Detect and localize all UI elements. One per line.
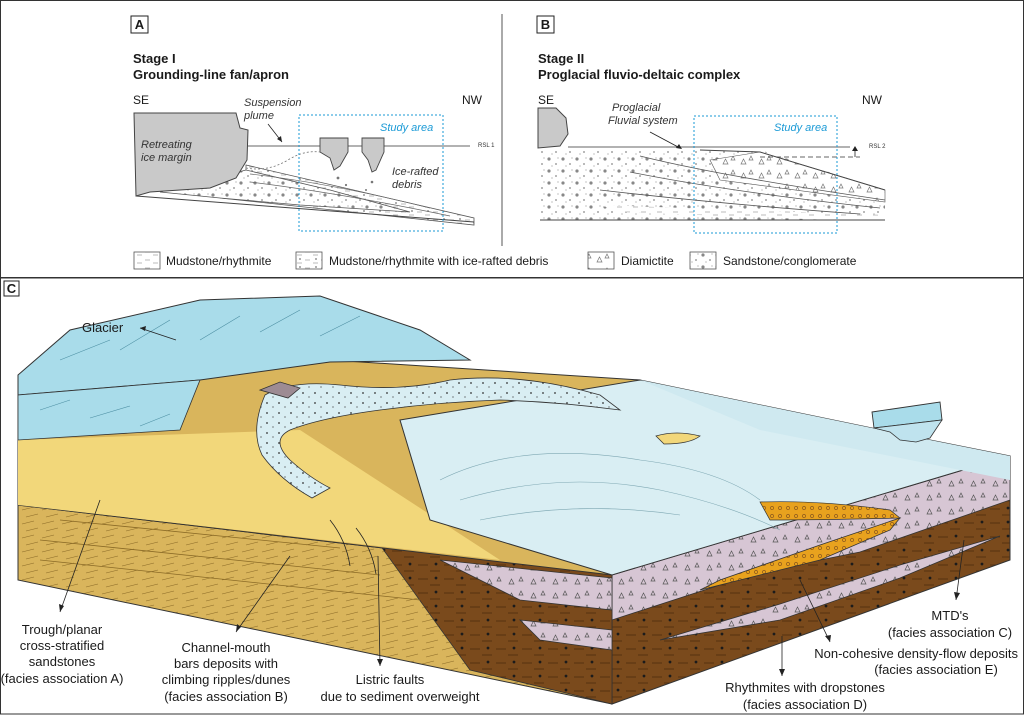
trough-label-2: cross-stratified — [19, 638, 105, 653]
trough-label-3: sandstones — [28, 654, 96, 669]
panel-a-plume-text-1: Suspension — [244, 97, 302, 109]
panel-b-stage: Stage II — [538, 51, 585, 66]
panel-a-study-text: Study area — [380, 122, 434, 134]
legend-diamictite-label: Diamictite — [621, 254, 674, 268]
channel-label-2: bars deposits with — [173, 656, 279, 671]
mtd-label-2: (facies association C) — [887, 625, 1013, 640]
trough-label-1: Trough/planar — [21, 622, 103, 637]
panel-b-rsl: RSL 2 — [869, 144, 886, 150]
trough-label-4: (facies association A) — [0, 671, 124, 686]
panel-a-ird-text-1: Ice-rafted — [392, 166, 439, 178]
panel-a-ice-text-2: ice margin — [141, 152, 192, 164]
panel-b-se: SE — [538, 93, 555, 107]
legend — [134, 252, 857, 269]
panel-a-rsl: RSL 1 — [478, 143, 495, 149]
panel-a-se: SE — [133, 93, 150, 107]
panel-a-letter: A — [134, 17, 145, 32]
legend-mudstone-ird-swatch — [296, 252, 322, 269]
channel-label-4: (facies association B) — [164, 689, 288, 704]
rhythmites-label-2: (facies association D) — [742, 697, 868, 712]
panel-b-nw: NW — [862, 93, 882, 107]
panel-a-iceberg-2 — [362, 138, 384, 172]
panel-a-ird-text-2: debris — [392, 179, 422, 191]
panel-a-ice-text-1: Retreating — [141, 139, 192, 151]
panel-a-plume-text-2: plume — [244, 110, 274, 122]
panel-a-plume — [246, 152, 320, 169]
channel-label-1: Channel-mouth — [181, 640, 271, 655]
noncohesive-label-2: (facies association E) — [874, 662, 998, 677]
panel-a-iceberg-1 — [320, 138, 348, 170]
panel-c-letter: C — [6, 281, 17, 296]
listric-label-2: due to sediment overweight — [320, 689, 480, 704]
panel-b — [537, 16, 886, 233]
noncohesive-label-1: Non-cohesive density-flow deposits — [814, 646, 1018, 661]
legend-diamictite-swatch — [588, 252, 614, 269]
legend-mudstone-ird-label: Mudstone/rhythmite with ice-rafted debris — [329, 254, 549, 268]
panel-b-ice — [538, 108, 568, 148]
panel-b-letter: B — [540, 17, 551, 32]
legend-sandstone-swatch — [690, 252, 716, 269]
panel-b-study-text: Study area — [774, 122, 828, 134]
listric-label-1: Listric faults — [355, 672, 425, 687]
panel-a — [131, 16, 495, 231]
panel-b-fluvial-text-1: Proglacial — [612, 102, 661, 114]
glacier-label: Glacier — [82, 320, 124, 335]
rhythmites-label-1: Rhythmites with dropstones — [725, 680, 885, 695]
panel-b-fluvial-text-2: Fluvial system — [608, 115, 678, 127]
mtd-label-1: MTD's — [931, 608, 969, 623]
panel-a-nw: NW — [462, 93, 482, 107]
panel-a-title: Grounding-line fan/apron — [133, 67, 289, 82]
panel-c — [1, 281, 1019, 712]
panel-b-title: Proglacial fluvio-deltaic complex — [538, 67, 741, 82]
panel-a-stage: Stage I — [133, 51, 176, 66]
legend-mudstone-label: Mudstone/rhythmite — [166, 254, 272, 268]
channel-label-3: climbing ripples/dunes — [161, 672, 291, 687]
legend-mudstone-swatch — [134, 252, 160, 269]
legend-sandstone-label: Sandstone/conglomerate — [723, 254, 857, 268]
